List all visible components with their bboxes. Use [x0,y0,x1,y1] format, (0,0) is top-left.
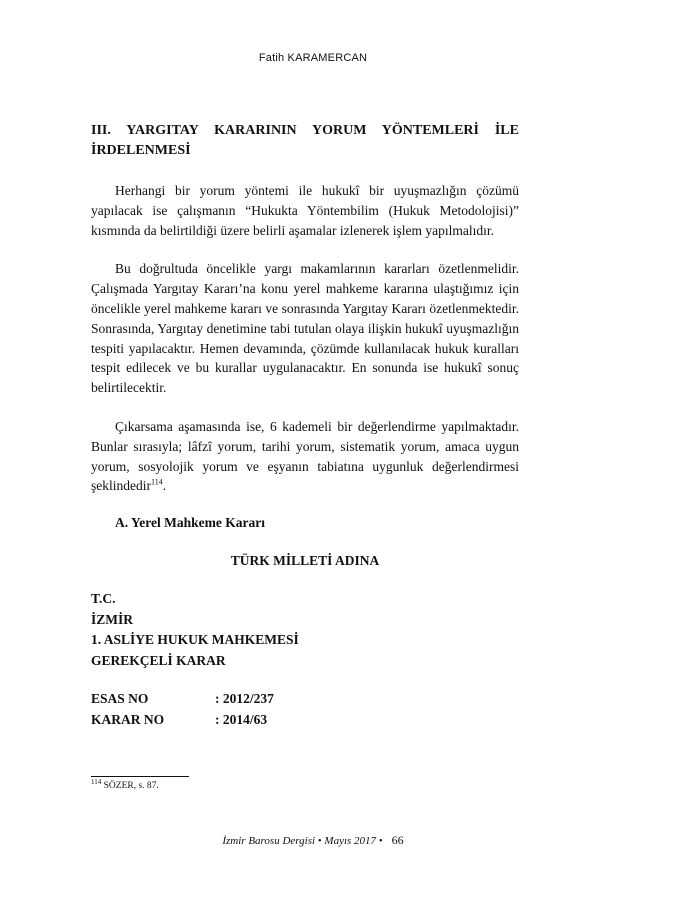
footnote-text: SÖZER, s. 87. [103,781,159,791]
karar-row [91,710,519,731]
karar-label: KARAR NO [91,711,165,727]
page-body [91,121,519,730]
decision-line-tc: T.C. [91,591,116,607]
decision-line-city: İZMİR [91,611,134,627]
esas-row [91,689,519,710]
paragraph-2: Bu doğrultuda öncelikle yargı makamlarının kararları özetlenmelidir. Çalışmada Yargıtay Kararı’na konu yerel mahkeme kararına ulaştığımız için öncelikle yerel mahkeme kararı ve sonrasında Yargıtay Kararı özetlenmektedir. Sonrasında, Yargıtay denetimine tabi tutulan olaya ilişkin hukukî uyuşmazlığın tespiti yapılacaktır. Hemen devamında, çözümde kullanılacak hukuk kuralları tespit edilecek ve bu kurallar uygulanacaktır. En sonunda ise hukukî sonuç belirtilecektir. [91,261,519,396]
paragraph-1: Herhangi bir yorum yöntemi ile hukukî bir uyuşmazlığın çözümü yapılacak ise çalışmanın “Hukukta Yöntembilim (Hukuk Metodolojisi)” kısmında da belirtildiği üzere belirli aşamalar izlenerek işlem yapılmalıdır. [91,183,519,238]
paragraph-3: Çıkarsama aşamasında ise, 6 kademeli bir değerlendirme yapılmaktadır. Bunlar sırasıyla; lâfzî yorum, tarihi yorum, sistematik yorum, amaca uygun yorum, sosyolojik yorum ve eşyanın tabiatına uygunluk değerlendirmesi şeklindedir$^{114}$. [91,418,519,494]
decision-line-type: GEREKÇELİ KARAR [91,652,226,668]
subsection-title: A. Yerel Mahkeme Kararı [115,515,265,531]
page-number: 66 [391,833,404,847]
footnote-number: 114 [91,777,102,786]
karar-value: : 2014/63 [215,711,268,727]
paragraph-3-text: Çıkarsama aşamasında ise, 6 kademeli bir değerlendirme yapılmaktadır. Bunlar sırasıyla; lâfzî yorum, tarihi yorum, sistematik yorum, amaca uygun yorum, sosyolojik yorum ve eşyanın tabiatına uygunluk değerlendirmesi şeklindedir [91,418,519,494]
decision-line-court: 1. ASLİYE HUKUK MAHKEMESİ [91,632,299,648]
page-footer [0,833,626,848]
section-title: III. YARGITAY KARARININ YORUM YÖNTEMLERİ İLE İRDELENMESİ [91,123,519,158]
decision-heading: TÜRK MİLLETİ ADINA [230,553,380,569]
footnote-separator [91,776,189,777]
esas-value: : 2012/237 [215,691,274,707]
esas-label: ESAS NO [91,691,149,707]
footnote [91,777,159,791]
journal-info: İzmir Barosu Dergisi • Mayıs 2017 • [222,835,383,847]
running-head-author: Fatih KARAMERCAN [258,52,368,64]
footnote-reference: 114 [151,477,163,487]
